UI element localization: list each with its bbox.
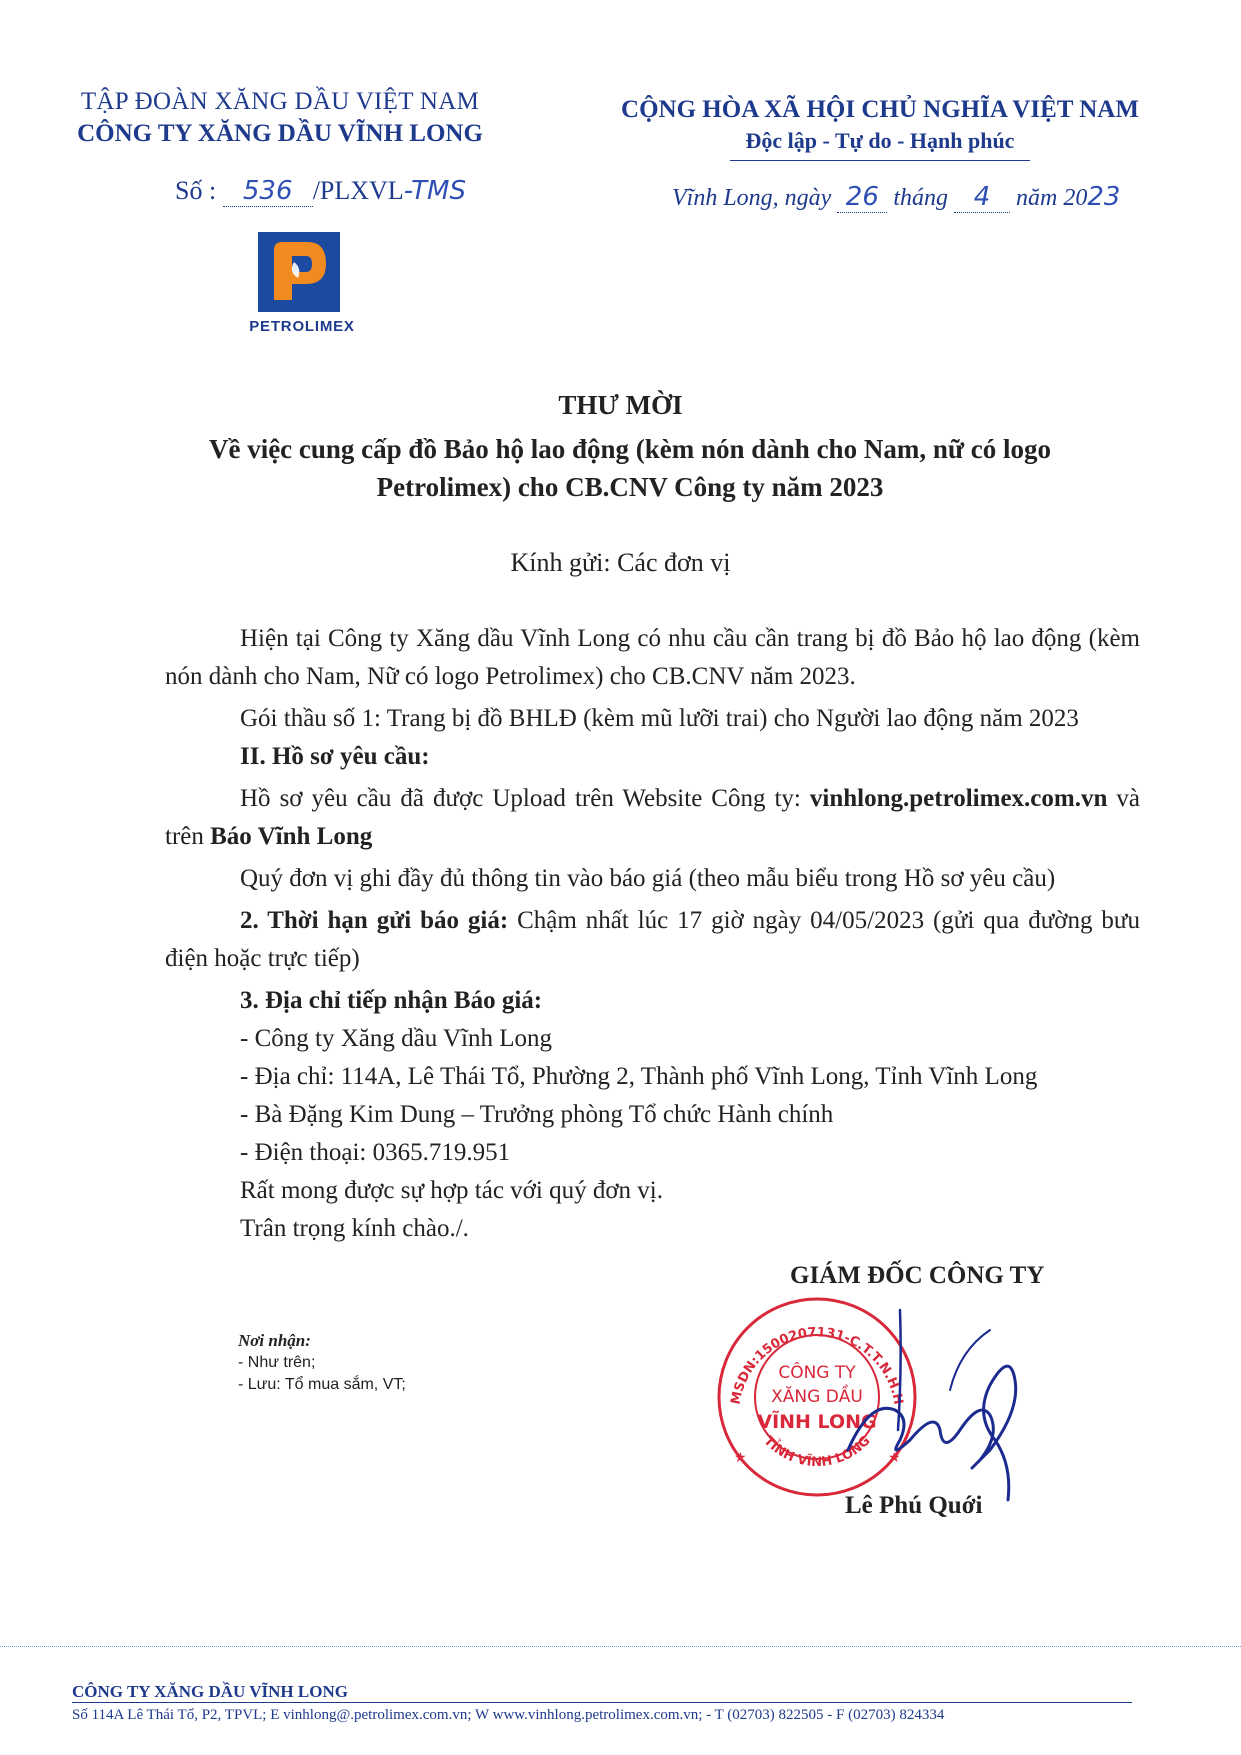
signer-name: Lê Phú Quới (845, 1492, 983, 1519)
recipient-item: - Như trên; (238, 1354, 316, 1371)
section-requirements-title: II. Hồ sơ yêu cầu: (240, 743, 430, 770)
paragraph-intro: Hiện tại Công ty Xăng dầu Vĩnh Long có nhu cầu cần trang bị đồ Bảo hộ lao động (kèm nón dành cho Nam, Nữ có logo Petrolimex) cho CB.CNV năm 2023. (165, 625, 1140, 690)
paragraph-deadline: 2. Thời hạn gửi báo giá: Chậm nhất lúc 17 giờ ngày 04/05/2023 (gửi qua đường bưu điện hoặc trực tiếp) (165, 907, 1140, 972)
parent-organization: TẬP ĐOÀN XĂNG DẦU VIỆT NAM (80, 88, 480, 115)
paragraph-upload: Hồ sơ yêu cầu đã được Upload trên Website Công ty: vinhlong.petrolimex.com.vn và trên Báo Vĩnh Long (165, 785, 1140, 850)
date-day: 26 (837, 182, 887, 213)
document-number-suffix: /PLXVL (312, 176, 404, 205)
signer-title: GIÁM ĐỐC CÔNG TY (790, 1262, 1045, 1289)
document-subject: Về việc cung cấp đồ Bảo hộ lao động (kèm nón dành cho Nam, nữ có logo Petrolimex) cho CB.CNV Công ty năm 2023 (208, 434, 1052, 502)
footer-rule (72, 1702, 1132, 1703)
national-header (600, 94, 1160, 156)
recipients-title: Nơi nhận: (238, 1331, 311, 1350)
address-street: - Địa chỉ: 114A, Lê Thái Tổ, Phường 2, Thành phố Vĩnh Long, Tỉnh Vĩnh Long (240, 1063, 1038, 1090)
address-phone: - Điện thoại: 0365.719.951 (240, 1139, 511, 1166)
svg-text:MSDN:1500207131-C.T.T.N.H.H: MSDN:1500207131-C.T.T.N.H.H (728, 1325, 906, 1406)
svg-text:★: ★ (734, 1450, 747, 1466)
date-year-suffix: 23 (1087, 182, 1121, 212)
footer-contact: Số 114A Lê Thái Tổ, P2, TPVL; E vinhlong@.petrolimex.com.vn; W www.vinhlong.petrolimex.com.vn; - T (02703) 822505 - F (02703) 824334 (72, 1707, 945, 1723)
date-month-label: tháng (893, 185, 948, 211)
issuing-company: CÔNG TY XĂNG DẦU VĨNH LONG (77, 120, 483, 147)
date-prefix: Vĩnh Long, ngày (672, 185, 832, 211)
recipient-item: - Lưu: Tổ mua sắm, VT; (238, 1376, 406, 1393)
footer-divider (0, 1646, 1241, 1647)
address-contact-person: - Bà Đặng Kim Dung – Trưởng phòng Tổ chức Hành chính (240, 1101, 834, 1128)
issue-date (672, 182, 1120, 213)
date-year-label: năm 20 (1016, 185, 1088, 211)
closing-cooperation: Rất mong được sự hợp tác với quý đơn vị. (240, 1177, 663, 1204)
handwritten-signature (840, 1290, 1040, 1520)
logo-wordmark: PETROLIMEX (249, 318, 355, 335)
svg-text:CÔNG TY: CÔNG TY (778, 1363, 856, 1383)
recipients-list (238, 1330, 406, 1396)
svg-text:XĂNG DẦU: XĂNG DẦU (771, 1387, 863, 1407)
document-number (175, 176, 466, 207)
motto-underline (730, 160, 1030, 161)
issuer-header (60, 86, 500, 150)
closing-regards: Trân trọng kính chào./. (240, 1215, 469, 1242)
salutation: Kính gửi: Các đơn vị (510, 548, 731, 577)
letter-body (165, 620, 1140, 1248)
document-title: THƯ MỜI (558, 390, 683, 420)
svg-text:TỈNH VĨNH LONG: TỈNH VĨNH LONG (760, 1433, 874, 1471)
svg-text:VĨNH LONG: VĨNH LONG (757, 1411, 877, 1433)
date-month: 4 (954, 182, 1010, 213)
svg-text:★: ★ (888, 1450, 901, 1466)
document-number-label: Số : (175, 176, 217, 205)
website-link[interactable]: vinhlong.petrolimex.com.vn (809, 785, 1108, 812)
newspaper-name: Báo Vĩnh Long (210, 823, 373, 850)
address-company: - Công ty Xăng dầu Vĩnh Long (240, 1025, 553, 1052)
national-title: CỘNG HÒA XÃ HỘI CHỦ NGHĨA VIỆT NAM (621, 96, 1139, 123)
section-address-title: 3. Địa chỉ tiếp nhận Báo giá: (240, 987, 543, 1014)
national-motto: Độc lập - Tự do - Hạnh phúc (745, 128, 1015, 153)
paragraph-package: Gói thầu số 1: Trang bị đồ BHLĐ (kèm mũ lưỡi trai) cho Người lao động năm 2023 (240, 705, 1079, 732)
footer-company: CÔNG TY XĂNG DẦU VĨNH LONG (72, 1682, 348, 1701)
petrolimex-logo-icon (258, 232, 340, 312)
paragraph-instructions: Quý đơn vị ghi đầy đủ thông tin vào báo giá (theo mẫu biểu trong Hồ sơ yêu cầu) (240, 865, 1056, 892)
document-number-value: 536 (223, 176, 313, 207)
document-number-handwritten: -TMS (403, 176, 466, 206)
